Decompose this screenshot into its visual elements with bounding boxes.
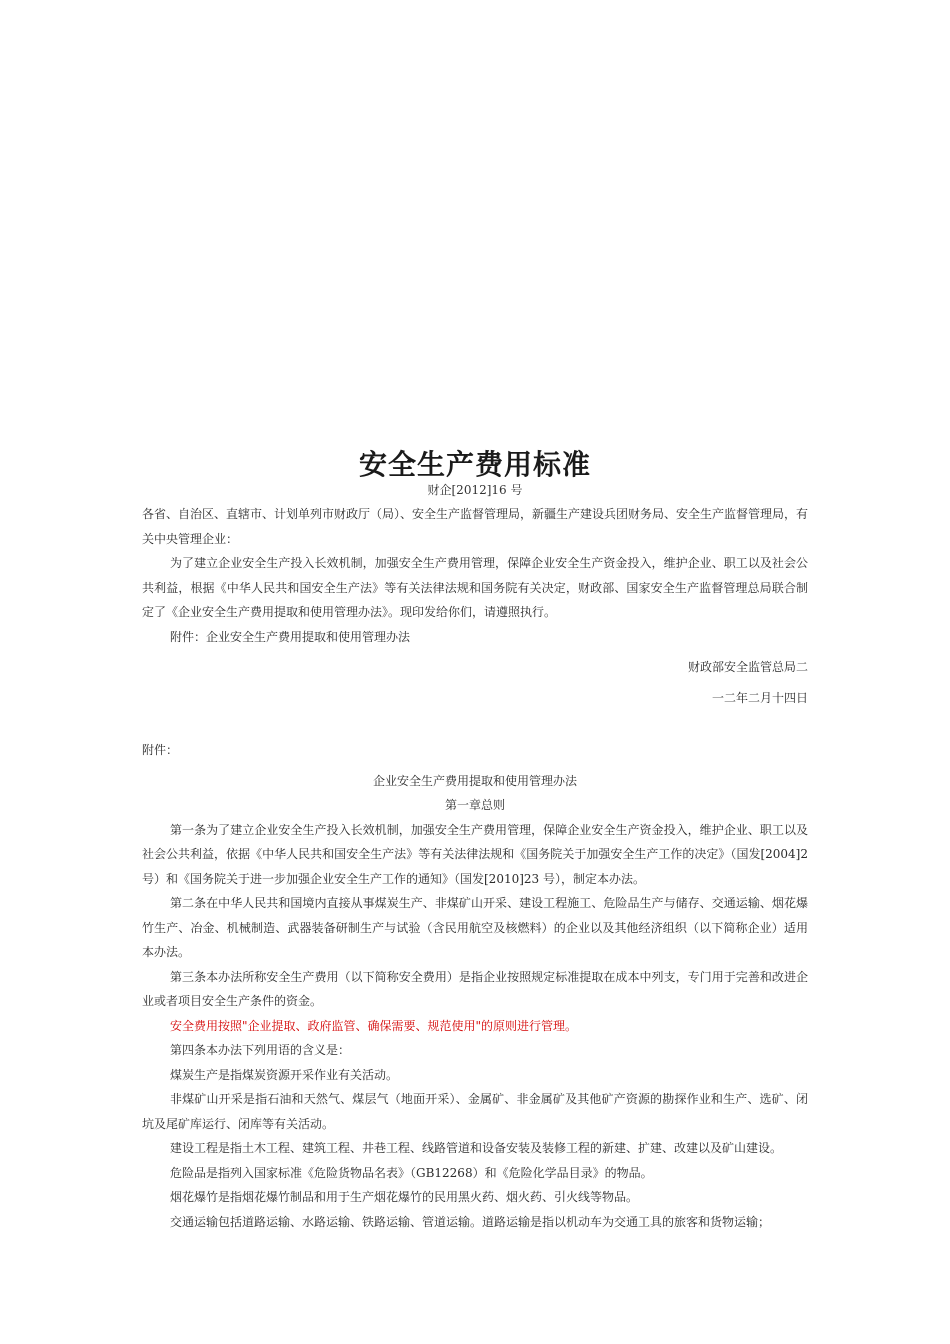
- article-3: 第三条本办法所称安全生产费用（以下简称安全费用）是指企业按照规定标准提取在成本中列支，专门用于完善和改进企业或者项目安全生产条件的资金。: [142, 969, 808, 1008]
- article-4: 第四条本办法下列用语的含义是：: [170, 1043, 351, 1057]
- definition-fireworks: 烟花爆竹是指烟花爆竹制品和用于生产烟花爆竹的民用黑火药、烟火药、引火线等物品。: [170, 1190, 639, 1204]
- article-2: 第二条在中华人民共和国境内直接从事煤炭生产、非煤矿山开采、建设工程施工、危险品生产与储存、交通运输、烟花爆竹生产、冶金、机械制造、武器装备研制生产与试验（含民用航空及核燃料）的企业以及其他经济组织（以下简称企业）适用本办法。: [142, 896, 808, 959]
- addressees-paragraph: 各省、自治区、直辖市、计划单列市财政厅（局）、安全生产监督管理局，新疆生产建设兵团财务局、安全生产监督管理局，有关中央管理企业：: [142, 507, 809, 546]
- definition-non-coal: 非煤矿山开采是指石油和天然气、煤层气（地面开采）、金属矿、非金属矿及其他矿产资源的勘探作业和生产、选矿、闭坑及尾矿库运行、闭库等有关活动。: [142, 1092, 808, 1131]
- document-number: 财企[2012]16 号: [427, 483, 523, 497]
- date-line: 一二年二月十四日: [711, 690, 808, 705]
- document-title: 安全生产费用标准: [358, 448, 591, 481]
- principle-paragraph: 安全费用按照"企业提取、政府监管、确保需要、规范使用"的原则进行管理。: [170, 1018, 578, 1033]
- definition-coal: 煤炭生产是指煤炭资源开采作业有关活动。: [170, 1067, 399, 1082]
- definition-construction: 建设工程是指土木工程、建筑工程、井巷工程、线路管道和设备安装及装修工程的新建、扩建、改建以及矿山建设。: [170, 1141, 783, 1155]
- attachment-note: 附件：企业安全生产费用提取和使用管理办法: [170, 629, 411, 644]
- definition-hazmat: 危险品是指列入国家标准《危险货物品名表》（GB12268）和《危险化学品目录》的物品。: [170, 1165, 653, 1180]
- definition-transport: 交通运输包括道路运输、水路运输、铁路运输、管道运输。道路运输是指以机动车为交通工具的旅客和货物运输；: [170, 1214, 771, 1229]
- attachment-label: 附件：: [142, 743, 179, 757]
- chapter-title: 第一章总则: [444, 798, 505, 812]
- attachment-title: 企业安全生产费用提取和使用管理办法: [372, 773, 577, 788]
- document-page: [142, 448, 808, 1234]
- signature-line: 财政部安全监管总局二: [687, 660, 808, 674]
- article-1: 第一条为了建立企业安全生产投入长效机制，加强安全生产费用管理，保障企业安全生产资金投入，维护企业、职工以及社会公共利益，依据《中华人民共和国安全生产法》等有关法律法规和《国务院关于加强安全生产工作的决定》（国发[2004]2 号）和《国务院关于进一步加强企业安全生产工作的通知》（国发[2010]23 号），制定本办法。: [142, 822, 808, 886]
- intro-paragraph: 为了建立企业安全生产投入长效机制，加强安全生产费用管理，保障企业安全生产资金投入，维护企业、职工以及社会公共利益，根据《中华人民共和国安全生产法》等有关法律法规和国务院有关决定，财政部、国家安全生产监督管理总局联合制定了《企业安全生产费用提取和使用管理办法》。现印发给你们，请遵照执行。: [142, 556, 808, 619]
